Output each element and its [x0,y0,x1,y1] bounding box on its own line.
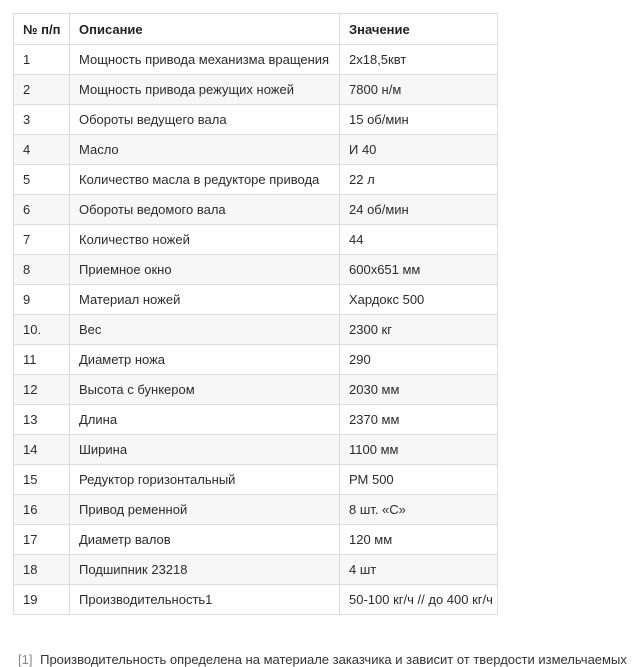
row-value: 1100 мм [340,435,498,465]
table-row [14,195,498,225]
row-description: Мощность привода механизма вращения [70,45,340,75]
table-row [14,375,498,405]
row-description: Производительность1 [70,585,340,615]
row-value: 290 [340,345,498,375]
row-description: Количество масла в редукторе привода [70,165,340,195]
row-value: Хардокс 500 [340,285,498,315]
col-header-description: Описание [70,14,340,45]
table-row [14,525,498,555]
footnote-text: Производительность определена на материале заказчика и зависит от твердости измельчаемых [40,652,627,667]
row-description: Подшипник 23218 [70,555,340,585]
table-row [14,75,498,105]
row-description: Привод ременной [70,495,340,525]
row-description: Мощность привода режущих ножей [70,75,340,105]
row-description: Длина [70,405,340,435]
row-value: 8 шт. «С» [340,495,498,525]
table-row [14,435,498,465]
row-description: Обороты ведомого вала [70,195,340,225]
table-row [14,315,498,345]
table-row [14,45,498,75]
row-value: 22 л [340,165,498,195]
row-value: 15 об/мин [340,105,498,135]
table-row [14,585,498,615]
table-row [14,495,498,525]
row-value: 2300 кг [340,315,498,345]
row-number: 9 [14,285,70,315]
row-number: 10. [14,315,70,345]
row-number: 2 [14,75,70,105]
row-description: Обороты ведущего вала [70,105,340,135]
row-value: 600x651 мм [340,255,498,285]
col-header-value: Значение [340,14,498,45]
row-number: 13 [14,405,70,435]
row-value: 50-100 кг/ч // до 400 кг/ч [340,585,498,615]
row-number: 14 [14,435,70,465]
row-number: 6 [14,195,70,225]
row-description: Диаметр ножа [70,345,340,375]
row-description: Количество ножей [70,225,340,255]
row-number: 4 [14,135,70,165]
row-number: 11 [14,345,70,375]
row-value: 2030 мм [340,375,498,405]
row-number: 3 [14,105,70,135]
spec-table [13,13,498,615]
row-number: 19 [14,585,70,615]
row-number: 17 [14,525,70,555]
row-number: 1 [14,45,70,75]
row-description: Приемное окно [70,255,340,285]
spec-table-body [14,45,498,615]
table-row [14,345,498,375]
row-description: Масло [70,135,340,165]
row-value: 120 мм [340,525,498,555]
row-description: Материал ножей [70,285,340,315]
row-number: 5 [14,165,70,195]
table-row [14,255,498,285]
row-number: 7 [14,225,70,255]
footnote-mark: [1] [18,652,33,667]
header-row [14,14,498,45]
row-number: 8 [14,255,70,285]
row-value: 24 об/мин [340,195,498,225]
row-value: РМ 500 [340,465,498,495]
row-number: 16 [14,495,70,525]
row-description: Ширина [70,435,340,465]
row-value: 44 [340,225,498,255]
row-description: Высота с бункером [70,375,340,405]
row-value: 4 шт [340,555,498,585]
row-value: 2370 мм [340,405,498,435]
table-row [14,225,498,255]
row-number: 18 [14,555,70,585]
table-row [14,285,498,315]
table-row [14,465,498,495]
table-row [14,165,498,195]
row-value: И 40 [340,135,498,165]
row-value: 7800 н/м [340,75,498,105]
footnote [18,652,627,667]
row-value: 2x18,5квт [340,45,498,75]
row-number: 15 [14,465,70,495]
row-description: Вес [70,315,340,345]
row-description: Диаметр валов [70,525,340,555]
table-row [14,555,498,585]
row-number: 12 [14,375,70,405]
table-row [14,135,498,165]
col-header-number: № п/п [14,14,70,45]
table-row [14,405,498,435]
row-description: Редуктор горизонтальный [70,465,340,495]
table-row [14,105,498,135]
